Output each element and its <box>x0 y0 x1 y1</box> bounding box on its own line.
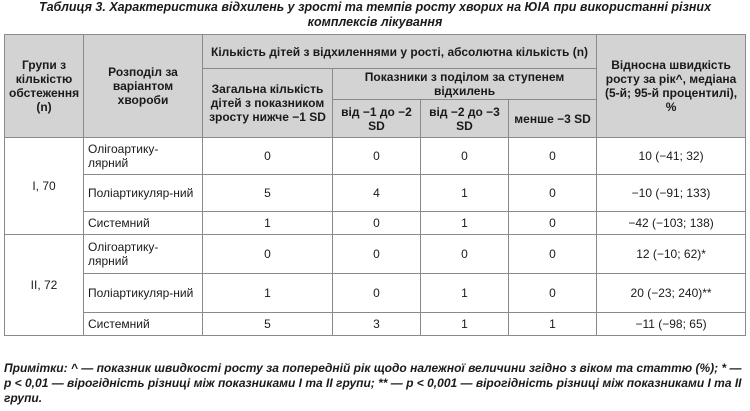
variant-cell: Системний <box>84 313 203 336</box>
degree-1-cell: 3 <box>333 313 421 336</box>
header-distribution: Розподіл за варіантом хвороби <box>84 35 203 138</box>
variant-cell: Системний <box>84 212 203 235</box>
growth-deviation-table <box>4 34 746 336</box>
variant-cell: Олігоартику-лярний <box>84 235 203 274</box>
speed-cell: 12 (−10; 62)* <box>597 235 746 274</box>
degree-2-cell: 0 <box>421 138 509 175</box>
table-caption: Таблиця 3. Характеристика відхилень у зрості та темпів росту хворих на ЮІА при використанні різних комплексів лікування <box>38 0 712 29</box>
group-cell: І, 70 <box>5 138 84 235</box>
header-by-degree: Показники з поділом за ступенем відхилень <box>333 69 597 100</box>
degree-3-cell: 0 <box>509 175 597 212</box>
header-degree-2: від −2 до −3 SD <box>421 100 509 138</box>
degree-2-cell: 1 <box>421 175 509 212</box>
table-row <box>5 274 746 313</box>
degree-3-cell: 0 <box>509 235 597 274</box>
degree-2-cell: 1 <box>421 274 509 313</box>
total-cell: 0 <box>203 235 333 274</box>
total-cell: 0 <box>203 138 333 175</box>
degree-3-cell: 0 <box>509 212 597 235</box>
speed-cell: −11 (−98; 65) <box>597 313 746 336</box>
header-growth-speed: Відносна швидкість росту за рік^, медіана (5-й; 95-й процентилі), % <box>597 35 746 138</box>
header-groups: Групи з кількістю обстеження (n) <box>5 35 84 138</box>
variant-cell: Поліартикуляр-ний <box>84 175 203 212</box>
variant-cell: Поліартикуляр-ний <box>84 274 203 313</box>
degree-1-cell: 0 <box>333 274 421 313</box>
degree-3-cell: 0 <box>509 138 597 175</box>
total-cell: 1 <box>203 212 333 235</box>
table-row <box>5 235 746 274</box>
speed-cell: 20 (−23; 240)** <box>597 274 746 313</box>
header-total: Загальна кількість дітей з показником зросту нижче −1 SD <box>203 69 333 138</box>
speed-cell: −42 (−103; 138) <box>597 212 746 235</box>
table-row <box>5 175 746 212</box>
header-degree-1: від −1 до −2 SD <box>333 100 421 138</box>
table-row <box>5 138 746 175</box>
group-cell: ІІ, 72 <box>5 235 84 336</box>
total-cell: 1 <box>203 274 333 313</box>
degree-2-cell: 1 <box>421 212 509 235</box>
total-cell: 5 <box>203 175 333 212</box>
variant-cell: Олігоартику-лярний <box>84 138 203 175</box>
degree-3-cell: 0 <box>509 274 597 313</box>
degree-3-cell: 1 <box>509 313 597 336</box>
table-row <box>5 212 746 235</box>
degree-2-cell: 0 <box>421 235 509 274</box>
degree-1-cell: 0 <box>333 212 421 235</box>
degree-1-cell: 0 <box>333 235 421 274</box>
header-degree-3: менше −3 SD <box>509 100 597 138</box>
header-deviations: Кількість дітей з відхиленнями у рості, абсолютна кількість (n) <box>203 35 597 69</box>
table-notes: Примітки: ^ — показник швидкості росту за попередній рік щодо належної величини згідно з віком та статтю (%); * — р < 0,01 — вірогідність різниці між показниками І та ІІ групи; ** — р < 0,001 — вірогідність різниці між показниками І та ІІ групи. <box>4 361 742 405</box>
degree-2-cell: 1 <box>421 313 509 336</box>
degree-1-cell: 0 <box>333 138 421 175</box>
degree-1-cell: 4 <box>333 175 421 212</box>
speed-cell: 10 (−41; 32) <box>597 138 746 175</box>
total-cell: 5 <box>203 313 333 336</box>
speed-cell: −10 (−91; 133) <box>597 175 746 212</box>
table-row <box>5 313 746 336</box>
